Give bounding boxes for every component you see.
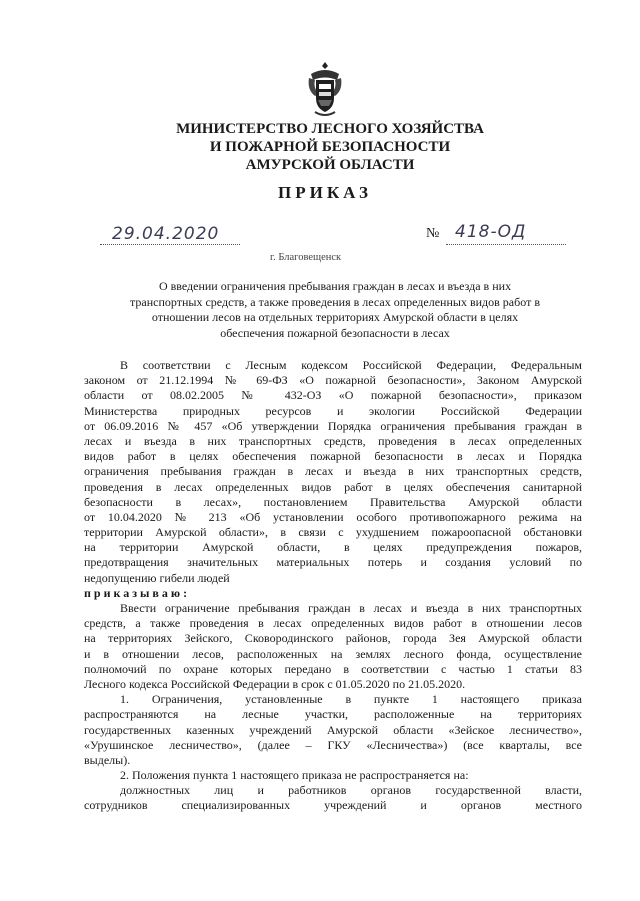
body-line: безопасности в лесах», постановлением Правительства Амурской области (84, 494, 582, 509)
body-line: средств, а также проведения в лесах определенных видов работ в отношении лесов (84, 616, 582, 631)
body-line: «Урушинское лесничество», (далее – ГКУ «Лесничества») (все кварталы, все (84, 737, 582, 752)
body-line: В соответствии с Лесным кодексом Российской Федерации, Федеральным (120, 358, 582, 372)
body-line: проведения в лесах определенных видов работ в целях обеспечения санитарной (84, 479, 582, 494)
body-line: Министерства природных ресурсов и экологии Российской Федерации (84, 403, 582, 418)
body-line: предотвращения значительных материальных потерь и создания условий по (84, 555, 582, 570)
body-line: 1. Ограничения, установленные в пункте 1 настоящего приказа (120, 692, 582, 707)
order-subject (95, 279, 575, 341)
body-line: Ввести ограничение пребывания граждан в лесах и въезда в них транспортных (120, 601, 582, 615)
ministry-name-line: И ПОЖАРНОЙ БЕЗОПАСНОСТИ (209, 139, 451, 155)
ministry-name-line: АМУРСКОЙ ОБЛАСТИ (245, 157, 415, 173)
body-line: 2. Положения пункта 1 настоящего приказа не распространяется на: (120, 768, 469, 783)
body-line: недопущению гибели людей (84, 570, 230, 585)
number-label: № (426, 226, 440, 241)
coat-of-arms-icon (305, 60, 345, 118)
handwritten-date: 29.04.2020 (112, 224, 220, 244)
order-directive-word: приказываю: (84, 585, 191, 600)
body-line: видов работ в целях обеспечения пожарной безопасности в лесах и Порядка (84, 449, 582, 464)
body-line: должностных лиц и работников органов государственной власти, (120, 783, 582, 798)
body-line: ограничения пребывания граждан в лесах и въезда в них транспортных средств, (84, 464, 582, 479)
subject-line: обеспечения пожарной безопасности в лесах (220, 325, 450, 340)
subject-line: отношении лесов на отдельных территориях Амурской области в целях (151, 310, 519, 324)
body-line: области от 08.02.2005 № 432-ОЗ «О пожарной безопасности», приказом (84, 388, 582, 403)
body-line: от 10.04.2020 № 213 «Об установлении особого противопожарного режима на (84, 509, 582, 524)
body-line: на территориях Зейского, Сковородинского районов, города Зея Амурской области (84, 631, 582, 646)
body-line: от 06.09.2016 № 457 «Об утверждении Порядка ограничения пребывания граждан в (84, 418, 582, 433)
body-line: государственных казенных учреждений Амурской области «Зейское лесничество», (84, 722, 582, 737)
body-line: законом от 21.12.1994 № 69-ФЗ «О пожарной безопасности», Законом Амурской (84, 373, 582, 388)
date-underline (100, 244, 240, 245)
body-line: распространяются на лесные участки, расположенные на территориях (84, 707, 582, 722)
body-line: полномочий по охране которых передано в соответствии с частью 1 статьи 83 (84, 661, 582, 676)
body-line: лесах и въезда в них транспортных средств, проведения в лесах определенных (84, 433, 582, 448)
number-underline (446, 244, 566, 245)
city-name: г. Благовещенск (270, 252, 342, 263)
document-type-title: ПРИКАЗ (278, 183, 372, 202)
body-line: выделы). (84, 752, 131, 767)
handwritten-number: 418-ОД (455, 222, 527, 242)
body-line: Лесного кодекса Российской Федерации в срок с 01.05.2020 по 21.05.2020. (84, 676, 466, 691)
ministry-name-line: МИНИСТЕРСТВО ЛЕСНОГО ХОЗЯЙСТВА (176, 121, 484, 137)
subject-line: О введении ограничения пребывания граждан в лесах и въезда в них (158, 279, 512, 293)
ministry-name (120, 120, 540, 174)
body-line: на территории Амурской области, в целях предупреждения пожаров, (84, 540, 582, 555)
body-line: территории Амурской области», в связи с ухудшением пожароопасной обстановки (84, 525, 582, 540)
body-line: сотрудников специализированных учреждений и органов местного (84, 798, 582, 813)
order-body (84, 358, 582, 814)
subject-line: транспортных средств, а также проведения в лесах определенных видов работ в (130, 294, 540, 309)
body-line: и в отношении лесов, расположенных на землях лесного фонда, осуществление (84, 646, 582, 661)
